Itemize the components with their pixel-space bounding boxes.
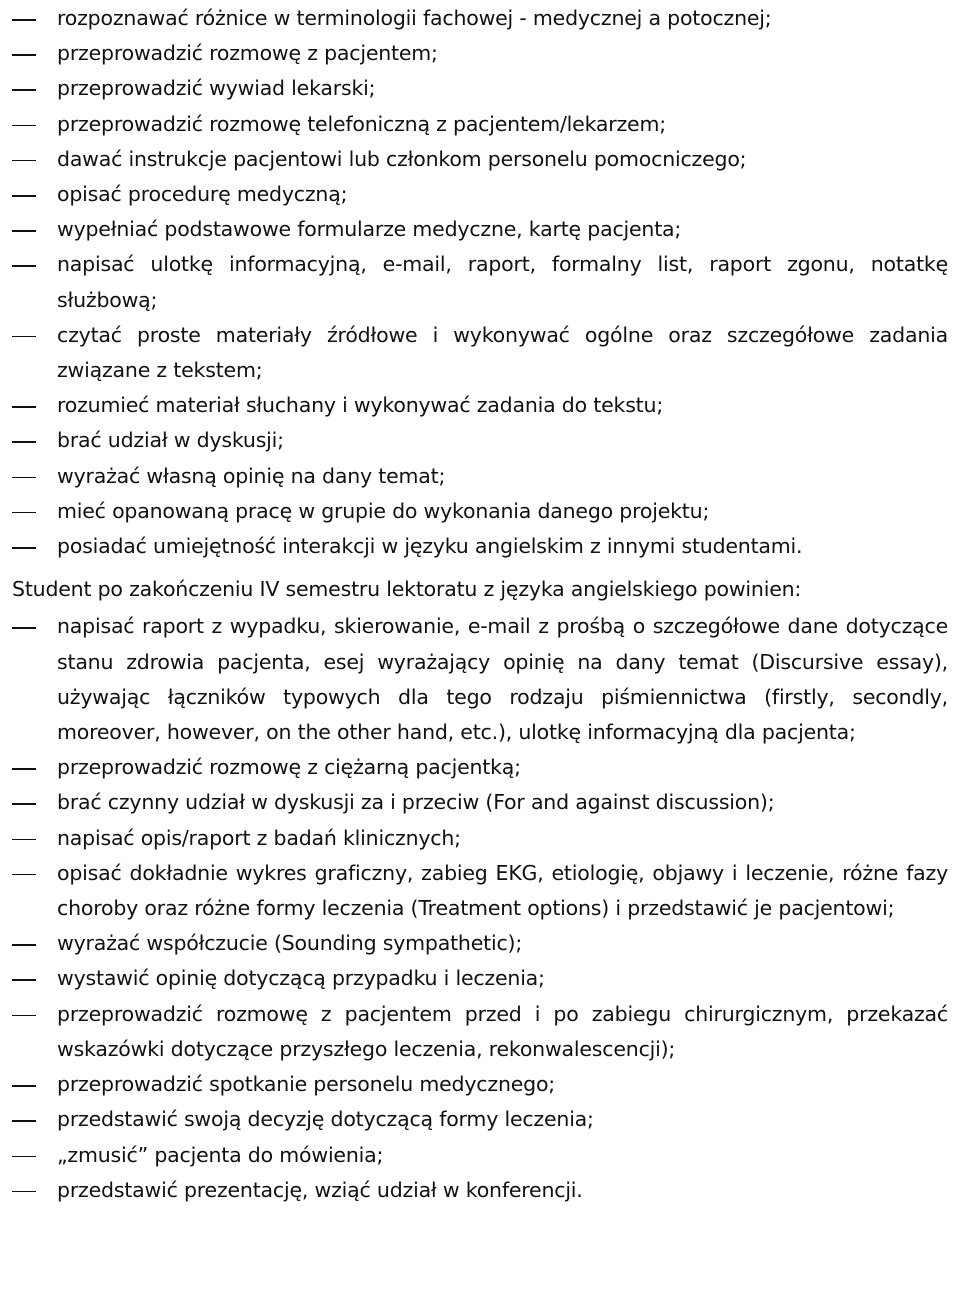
dash-bullet <box>12 926 36 961</box>
list-item <box>0 1 960 36</box>
dash-bullet <box>12 821 36 856</box>
dash-bullet <box>12 107 36 142</box>
dash-bullet <box>12 609 36 644</box>
dash-bullet <box>12 997 36 1032</box>
list-item-text: napisać ulotkę informacyjną, e-mail, raport, formalny list, raport zgonu, notatkę służbową; <box>57 252 948 312</box>
skills-list-part-2 <box>0 609 960 1207</box>
dash-bullet <box>12 785 36 820</box>
list-item <box>0 750 960 785</box>
list-item-text: posiadać umiejętność interakcji w języku angielskim z innymi studentami. <box>57 534 803 559</box>
list-item <box>0 142 960 177</box>
list-item <box>0 529 960 564</box>
dash-bullet <box>12 1 36 36</box>
dash-bullet <box>12 388 36 423</box>
list-item <box>0 821 960 856</box>
list-item-text: opisać dokładnie wykres graficzny, zabieg EKG, etiologię, objawy i leczenie, różne fazy choroby oraz różne formy leczenia (Treatment options) i przedstawić je pacjentowi; <box>57 860 948 921</box>
list-item <box>0 177 960 212</box>
dash-bullet <box>12 1067 36 1102</box>
list-item-text: wypełniać podstawowe formularze medyczne, kartę pacjenta; <box>57 217 682 242</box>
dash-bullet <box>12 750 36 785</box>
dash-bullet <box>12 36 36 71</box>
list-item <box>0 856 960 926</box>
list-item-text: brać czynny udział w dyskusji za i przeciw (For and against discussion); <box>57 790 775 815</box>
list-item <box>0 609 960 750</box>
list-item-text: przeprowadzić spotkanie personelu medycznego; <box>57 1072 556 1097</box>
dash-bullet <box>12 142 36 177</box>
dash-bullet <box>12 177 36 212</box>
section-heading: Student po zakończeniu IV semestru lektoratu z języka angielskiego powinien: <box>12 577 802 602</box>
list-item <box>0 785 960 820</box>
list-item-text: przedstawić prezentację, wziąć udział w konferencji. <box>57 1177 583 1202</box>
list-item-text: wyrażać własną opinię na dany temat; <box>57 463 446 488</box>
list-item <box>0 1173 960 1208</box>
list-item-text: czytać proste materiały źródłowe i wykonywać ogólne oraz szczegółowe zadania związane z tekstem; <box>57 322 948 383</box>
list-item-text: przeprowadzić rozmowę telefoniczną z pacjentem/lekarzem; <box>57 111 666 136</box>
list-item-text: opisać procedurę medyczną; <box>57 182 348 207</box>
list-item-text: wyrażać współczucie (Sounding sympathetic); <box>57 931 523 956</box>
dash-bullet <box>12 1102 36 1137</box>
list-item-text: przedstawić swoją decyzję dotyczącą formy leczenia; <box>57 1107 594 1132</box>
list-item <box>0 1138 960 1173</box>
dash-bullet <box>12 494 36 529</box>
list-item <box>0 212 960 247</box>
list-item-text: rozpoznawać różnice w terminologii fachowej - medycznej a potocznej; <box>57 6 772 30</box>
list-item-text: brać udział w dyskusji; <box>57 428 284 453</box>
list-item <box>0 926 960 961</box>
list-item-text: „zmusić” pacjenta do mówienia; <box>57 1142 384 1167</box>
list-item <box>0 36 960 71</box>
list-item <box>0 1102 960 1137</box>
list-item <box>0 494 960 529</box>
dash-bullet <box>12 459 36 494</box>
list-item-text: napisać raport z wypadku, skierowanie, e-mail z prośbą o szczegółowe dane dotyczące stanu zdrowia pacjenta, esej wyrażający opinię na dany temat (Discursive essay), używając łączników typowych dla tego rodzaju piśmiennictwa (firstly, secondly, moreover, however, on the other hand, etc.), ulotkę informacyjną dla pacjenta; <box>57 614 948 745</box>
list-item-text: wystawić opinię dotyczącą przypadku i leczenia; <box>57 966 545 991</box>
list-item <box>0 71 960 106</box>
list-item <box>0 961 960 996</box>
dash-bullet <box>12 856 36 891</box>
dash-bullet <box>12 423 36 458</box>
list-item <box>0 388 960 423</box>
list-item-text: przeprowadzić wywiad lekarski; <box>57 76 376 101</box>
dash-bullet <box>12 961 36 996</box>
dash-bullet <box>12 529 36 564</box>
dash-bullet <box>12 1173 36 1208</box>
dash-bullet <box>12 318 36 353</box>
list-item-text: mieć opanowaną pracę w grupie do wykonania danego projektu; <box>57 498 710 523</box>
list-item-text: dawać instrukcje pacjentowi lub członkom personelu pomocniczego; <box>57 146 747 171</box>
list-item-text: rozumieć materiał słuchany i wykonywać zadania do tekstu; <box>57 393 664 418</box>
list-item-text: przeprowadzić rozmowę z pacjentem; <box>57 41 438 66</box>
list-item-text: przeprowadzić rozmowę z ciężarną pacjentką; <box>57 755 521 780</box>
list-item <box>0 107 960 142</box>
list-item <box>0 318 960 388</box>
dash-bullet <box>12 71 36 106</box>
list-item-text: przeprowadzić rozmowę z pacjentem przed i po zabiegu chirurgicznym, przekazać wskazówki dotyczące przyszłego leczenia, rekonwalescencji); <box>57 1001 948 1061</box>
list-item <box>0 997 960 1067</box>
list-item <box>0 459 960 494</box>
dash-bullet <box>12 212 36 247</box>
dash-bullet <box>12 1138 36 1173</box>
skills-list-part-1 <box>0 1 960 564</box>
list-item <box>0 423 960 458</box>
list-item <box>0 247 960 317</box>
dash-bullet <box>12 247 36 282</box>
list-item-text: napisać opis/raport z badań klinicznych; <box>57 825 461 850</box>
list-item <box>0 1067 960 1102</box>
